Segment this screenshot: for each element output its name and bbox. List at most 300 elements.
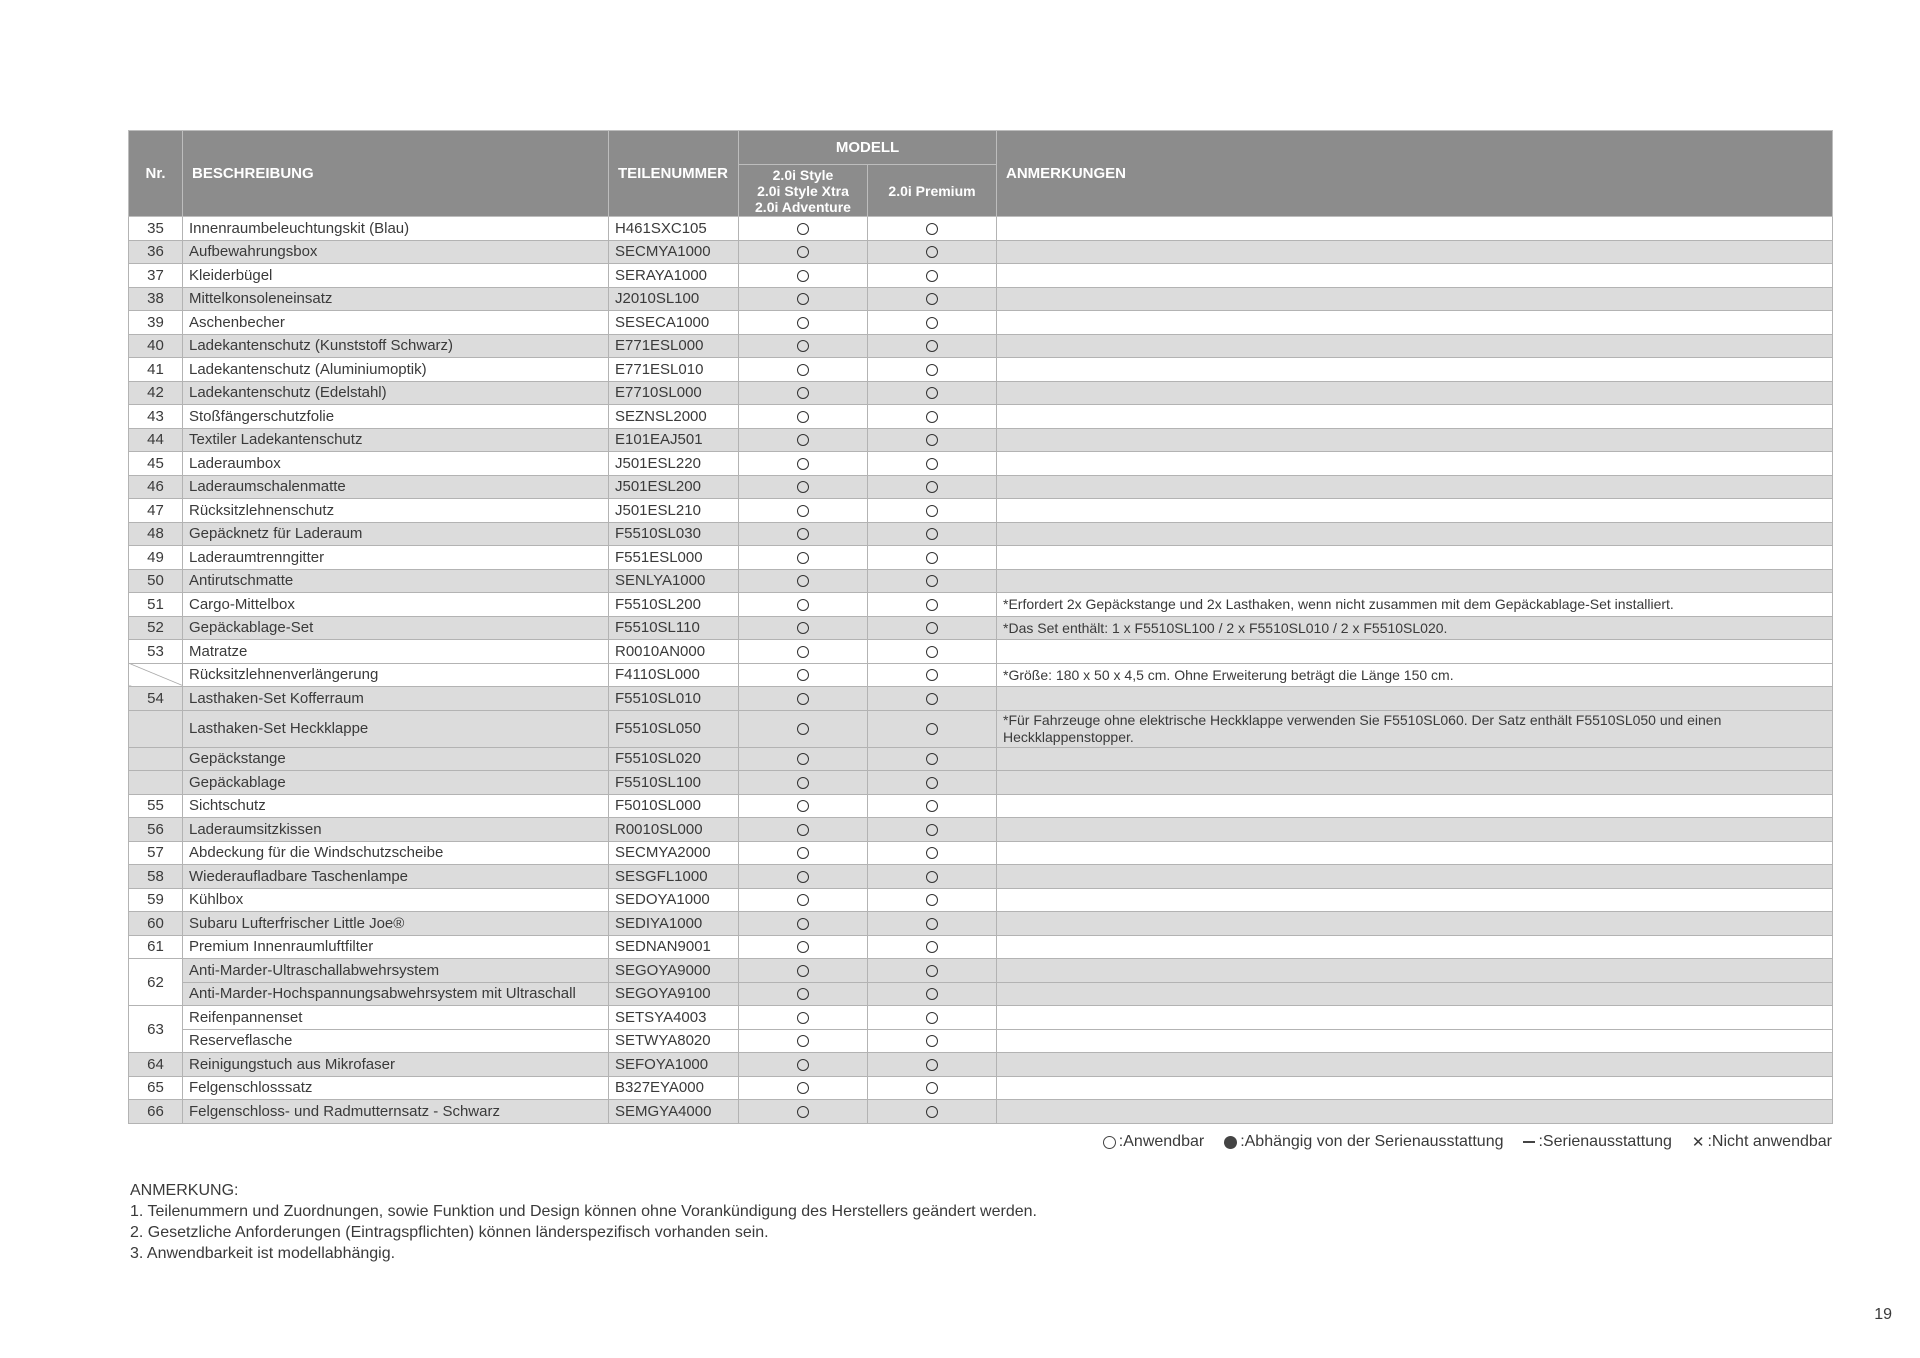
open-circle-icon	[797, 528, 809, 540]
open-circle-icon	[926, 941, 938, 953]
cell-description: Felgenschloss- und Radmutternsatz - Schwarz	[183, 1100, 609, 1124]
table-row	[129, 381, 1833, 405]
cell-model-premium	[868, 687, 997, 711]
cell-description: Felgenschlosssatz	[183, 1076, 609, 1100]
cell-partnumber: F4110SL000	[609, 663, 739, 687]
open-circle-icon	[926, 575, 938, 587]
table-row	[129, 311, 1833, 335]
cell-notes	[997, 747, 1833, 771]
header-model-style: 2.0i Style 2.0i Style Xtra 2.0i Adventure	[739, 165, 868, 217]
cell-nr: 40	[129, 334, 183, 358]
cell-partnumber: E771ESL010	[609, 358, 739, 382]
open-circle-icon	[797, 246, 809, 258]
cell-model-premium	[868, 1053, 997, 1077]
cell-model-style	[739, 217, 868, 241]
cell-description: Rücksitzlehnenverlängerung	[183, 663, 609, 687]
cell-notes	[997, 1100, 1833, 1124]
cell-description: Textiler Ladekantenschutz	[183, 428, 609, 452]
cell-description: Premium Innenraumluftfilter	[183, 935, 609, 959]
cell-notes	[997, 358, 1833, 382]
cell-nr: 65	[129, 1076, 183, 1100]
cell-partnumber: SENLYA1000	[609, 569, 739, 593]
filled-circle-icon	[1224, 1136, 1237, 1149]
open-circle-icon	[926, 988, 938, 1000]
open-circle-icon	[797, 223, 809, 235]
open-circle-icon	[797, 411, 809, 423]
open-circle-icon	[926, 646, 938, 658]
table-row	[129, 264, 1833, 288]
table-row	[129, 616, 1833, 640]
open-circle-icon	[926, 481, 938, 493]
cell-notes	[997, 475, 1833, 499]
table-row	[129, 1006, 1833, 1030]
cell-partnumber: SESGFL1000	[609, 865, 739, 889]
open-circle-icon	[797, 552, 809, 564]
legend-applicable: :Anwendbar	[1103, 1133, 1204, 1151]
cell-model-premium	[868, 794, 997, 818]
table-row	[129, 687, 1833, 711]
cell-model-premium	[868, 888, 997, 912]
cell-nr: 45	[129, 452, 183, 476]
cell-model-style	[739, 1053, 868, 1077]
cell-model-style	[739, 888, 868, 912]
accessories-table	[128, 130, 1833, 1124]
open-circle-icon	[797, 847, 809, 859]
cell-nr: 39	[129, 311, 183, 335]
cell-model-premium	[868, 663, 997, 687]
table-row	[129, 240, 1833, 264]
open-circle-icon	[926, 777, 938, 789]
cell-partnumber: SERAYA1000	[609, 264, 739, 288]
cell-model-premium	[868, 935, 997, 959]
cell-model-style	[739, 687, 868, 711]
cell-nr	[129, 663, 183, 687]
cell-partnumber: F5510SL020	[609, 747, 739, 771]
cell-nr: 52	[129, 616, 183, 640]
cell-notes	[997, 546, 1833, 570]
open-circle-icon	[797, 622, 809, 634]
open-circle-icon	[926, 364, 938, 376]
open-circle-icon	[926, 847, 938, 859]
cell-description: Laderaumschalenmatte	[183, 475, 609, 499]
open-circle-icon	[926, 505, 938, 517]
cell-model-premium	[868, 1006, 997, 1030]
cell-nr: 61	[129, 935, 183, 959]
cell-description: Ladekantenschutz (Kunststoff Schwarz)	[183, 334, 609, 358]
cell-model-style	[739, 663, 868, 687]
table-row	[129, 475, 1833, 499]
open-circle-icon	[926, 871, 938, 883]
open-circle-icon	[797, 505, 809, 517]
cell-notes	[997, 311, 1833, 335]
cell-notes: *Für Fahrzeuge ohne elektrische Heckklappe verwenden Sie F5510SL060. Der Satz enthält F5510SL050 und einen Heckklappenstopper.	[997, 710, 1833, 747]
open-circle-icon	[797, 646, 809, 658]
cell-nr: 56	[129, 818, 183, 842]
cell-model-premium	[868, 1076, 997, 1100]
table-row	[129, 217, 1833, 241]
cell-description: Gepäckablage-Set	[183, 616, 609, 640]
cell-nr: 54	[129, 687, 183, 711]
open-circle-icon	[926, 894, 938, 906]
table-row	[129, 1053, 1833, 1077]
table-row	[129, 452, 1833, 476]
cell-nr: 55	[129, 794, 183, 818]
cell-model-premium	[868, 499, 997, 523]
cell-partnumber: SEDIYA1000	[609, 912, 739, 936]
cell-model-style	[739, 546, 868, 570]
cell-description: Gepäcknetz für Laderaum	[183, 522, 609, 546]
cell-model-premium	[868, 334, 997, 358]
open-circle-icon	[926, 599, 938, 611]
open-circle-icon	[797, 1012, 809, 1024]
open-circle-icon	[797, 434, 809, 446]
cell-partnumber: SEDNAN9001	[609, 935, 739, 959]
cell-nr: 51	[129, 593, 183, 617]
cell-model-style	[739, 240, 868, 264]
cell-model-style	[739, 794, 868, 818]
open-circle-icon	[797, 1106, 809, 1118]
cell-model-style	[739, 405, 868, 429]
cell-notes	[997, 264, 1833, 288]
cell-model-style	[739, 865, 868, 889]
cell-nr: 66	[129, 1100, 183, 1124]
cell-model-premium	[868, 522, 997, 546]
cell-partnumber: SEFOYA1000	[609, 1053, 739, 1077]
cell-notes	[997, 1076, 1833, 1100]
cell-description: Reifenpannenset	[183, 1006, 609, 1030]
cell-partnumber: J2010SL100	[609, 287, 739, 311]
table-row	[129, 569, 1833, 593]
open-circle-icon	[797, 800, 809, 812]
cell-nr: 59	[129, 888, 183, 912]
open-circle-icon	[797, 988, 809, 1000]
cell-notes	[997, 687, 1833, 711]
cell-partnumber: J501ESL210	[609, 499, 739, 523]
cell-model-style	[739, 1100, 868, 1124]
dash-icon	[1523, 1141, 1535, 1143]
cell-nr: 36	[129, 240, 183, 264]
cell-notes	[997, 428, 1833, 452]
open-circle-icon	[926, 293, 938, 305]
open-circle-icon	[797, 317, 809, 329]
cell-model-premium	[868, 640, 997, 664]
cell-partnumber: H461SXC105	[609, 217, 739, 241]
open-circle-icon	[797, 458, 809, 470]
cell-model-style	[739, 593, 868, 617]
cell-description: Aufbewahrungsbox	[183, 240, 609, 264]
cell-model-style	[739, 1006, 868, 1030]
cell-notes: *Größe: 180 x 50 x 4,5 cm. Ohne Erweiterung beträgt die Länge 150 cm.	[997, 663, 1833, 687]
cell-description: Gepäckablage	[183, 771, 609, 795]
open-circle-icon	[926, 458, 938, 470]
cell-model-premium	[868, 818, 997, 842]
legend	[1103, 1133, 1832, 1151]
cell-partnumber: SESECA1000	[609, 311, 739, 335]
open-circle-icon	[926, 223, 938, 235]
cell-partnumber: SEZNSL2000	[609, 405, 739, 429]
cell-notes	[997, 959, 1833, 983]
open-circle-icon	[797, 599, 809, 611]
cell-model-style	[739, 1029, 868, 1053]
cell-model-premium	[868, 381, 997, 405]
cell-description: Kühlbox	[183, 888, 609, 912]
cell-nr: 46	[129, 475, 183, 499]
cell-partnumber: F551ESL000	[609, 546, 739, 570]
cell-nr: 49	[129, 546, 183, 570]
open-circle-icon	[926, 824, 938, 836]
cell-partnumber: SEDOYA1000	[609, 888, 739, 912]
cell-model-style	[739, 841, 868, 865]
cell-description: Reinigungstuch aus Mikrofaser	[183, 1053, 609, 1077]
header-description: BESCHREIBUNG	[183, 131, 609, 217]
open-circle-icon	[797, 669, 809, 681]
cell-notes	[997, 818, 1833, 842]
cell-notes	[997, 240, 1833, 264]
cell-notes: *Das Set enthält: 1 x F5510SL100 / 2 x F5510SL010 / 2 x F5510SL020.	[997, 616, 1833, 640]
cell-notes	[997, 640, 1833, 664]
cell-model-premium	[868, 287, 997, 311]
cell-description: Matratze	[183, 640, 609, 664]
cell-partnumber: F5510SL200	[609, 593, 739, 617]
cell-description: Lasthaken-Set Heckklappe	[183, 710, 609, 747]
cell-nr: 35	[129, 217, 183, 241]
open-circle-icon	[926, 434, 938, 446]
open-circle-icon	[926, 965, 938, 977]
cell-description: Laderaumtrenngitter	[183, 546, 609, 570]
table-row	[129, 771, 1833, 795]
cell-partnumber: R0010AN000	[609, 640, 739, 664]
page-number: 19	[1874, 1306, 1892, 1323]
legend-depends: :Abhängig von der Serienausstattung	[1224, 1133, 1503, 1151]
cell-model-style	[739, 818, 868, 842]
cell-notes	[997, 982, 1833, 1006]
cell-partnumber: F5510SL110	[609, 616, 739, 640]
cell-nr: 53	[129, 640, 183, 664]
header-model-premium: 2.0i Premium	[868, 165, 997, 217]
table-row	[129, 865, 1833, 889]
open-circle-icon	[797, 777, 809, 789]
cell-model-premium	[868, 428, 997, 452]
open-circle-icon	[926, 528, 938, 540]
table-row	[129, 358, 1833, 382]
cell-notes	[997, 1029, 1833, 1053]
cell-notes	[997, 522, 1833, 546]
open-circle-icon	[926, 693, 938, 705]
open-circle-icon	[797, 340, 809, 352]
cell-model-style	[739, 640, 868, 664]
cell-partnumber: SETSYA4003	[609, 1006, 739, 1030]
table-row	[129, 982, 1833, 1006]
table-row	[129, 405, 1833, 429]
open-circle-icon	[797, 871, 809, 883]
notes-title: ANMERKUNG:	[130, 1182, 239, 1199]
cell-notes	[997, 794, 1833, 818]
cross-icon: ✕	[1691, 1133, 1705, 1151]
open-circle-icon	[926, 918, 938, 930]
legend-standard: :Serienausstattung	[1523, 1133, 1671, 1151]
cell-model-style	[739, 1076, 868, 1100]
header-notes: ANMERKUNGEN	[997, 131, 1833, 217]
cell-description: Abdeckung für die Windschutzscheibe	[183, 841, 609, 865]
cell-partnumber: F5510SL030	[609, 522, 739, 546]
cell-model-style	[739, 334, 868, 358]
open-circle-icon	[926, 723, 938, 735]
cell-nr: 44	[129, 428, 183, 452]
cell-nr: 50	[129, 569, 183, 593]
open-circle-icon	[797, 941, 809, 953]
cell-partnumber: B327EYA000	[609, 1076, 739, 1100]
open-circle-icon	[926, 622, 938, 634]
cell-notes	[997, 841, 1833, 865]
cell-nr: 37	[129, 264, 183, 288]
cell-nr: 64	[129, 1053, 183, 1077]
open-circle-icon	[797, 1082, 809, 1094]
header-model: MODELL	[739, 131, 997, 165]
note-line: 2. Gesetzliche Anforderungen (Eintragspflichten) können länderspezifisch vorhanden sein.	[130, 1224, 769, 1241]
cell-notes	[997, 334, 1833, 358]
table-row	[129, 287, 1833, 311]
open-circle-icon	[926, 1106, 938, 1118]
cell-nr: 60	[129, 912, 183, 936]
cell-notes	[997, 771, 1833, 795]
cell-nr: 63	[129, 1006, 183, 1053]
cell-description: Ladekantenschutz (Edelstahl)	[183, 381, 609, 405]
table-row	[129, 747, 1833, 771]
cell-model-premium	[868, 405, 997, 429]
cell-partnumber: SEGOYA9100	[609, 982, 739, 1006]
cell-description: Anti-Marder-Hochspannungsabwehrsystem mit Ultraschall	[183, 982, 609, 1006]
cell-description: Wiederaufladbare Taschenlampe	[183, 865, 609, 889]
open-circle-icon	[797, 693, 809, 705]
cell-model-premium	[868, 546, 997, 570]
table-row	[129, 640, 1833, 664]
open-circle-icon	[797, 387, 809, 399]
cell-model-style	[739, 747, 868, 771]
open-circle-icon	[1103, 1136, 1116, 1149]
cell-notes	[997, 405, 1833, 429]
open-circle-icon	[926, 1035, 938, 1047]
cell-model-premium	[868, 217, 997, 241]
cell-notes	[997, 912, 1833, 936]
cell-notes	[997, 888, 1833, 912]
cell-model-style	[739, 287, 868, 311]
open-circle-icon	[926, 411, 938, 423]
cell-partnumber: J501ESL220	[609, 452, 739, 476]
cell-model-premium	[868, 452, 997, 476]
table-row	[129, 841, 1833, 865]
open-circle-icon	[926, 246, 938, 258]
header-partnumber: TEILENUMMER	[609, 131, 739, 217]
open-circle-icon	[797, 824, 809, 836]
open-circle-icon	[797, 753, 809, 765]
table-row	[129, 522, 1833, 546]
cell-description: Sichtschutz	[183, 794, 609, 818]
cell-model-premium	[868, 569, 997, 593]
open-circle-icon	[797, 918, 809, 930]
cell-model-style	[739, 935, 868, 959]
table-row	[129, 428, 1833, 452]
legend-not-applicable: ✕ :Nicht anwendbar	[1691, 1133, 1832, 1151]
table-row	[129, 1100, 1833, 1124]
table-row	[129, 593, 1833, 617]
open-circle-icon	[926, 669, 938, 681]
cell-description: Antirutschmatte	[183, 569, 609, 593]
table-row	[129, 1029, 1833, 1053]
cell-model-premium	[868, 710, 997, 747]
cell-nr: 43	[129, 405, 183, 429]
cell-model-premium	[868, 240, 997, 264]
cell-description: Stoßfängerschutzfolie	[183, 405, 609, 429]
open-circle-icon	[926, 387, 938, 399]
table-row	[129, 546, 1833, 570]
cell-partnumber: R0010SL000	[609, 818, 739, 842]
cell-model-style	[739, 569, 868, 593]
cell-model-premium	[868, 771, 997, 795]
cell-model-style	[739, 381, 868, 405]
cell-notes	[997, 217, 1833, 241]
table-row	[129, 794, 1833, 818]
cell-model-style	[739, 358, 868, 382]
cell-notes	[997, 569, 1833, 593]
cell-partnumber: F5510SL100	[609, 771, 739, 795]
cell-model-premium	[868, 311, 997, 335]
cell-description: Aschenbecher	[183, 311, 609, 335]
cell-description: Reserveflasche	[183, 1029, 609, 1053]
cell-partnumber: SEGOYA9000	[609, 959, 739, 983]
cell-model-premium	[868, 593, 997, 617]
cell-nr: 58	[129, 865, 183, 889]
cell-notes	[997, 452, 1833, 476]
cell-model-style	[739, 616, 868, 640]
cell-description: Anti-Marder-Ultraschallabwehrsystem	[183, 959, 609, 983]
cell-nr: 41	[129, 358, 183, 382]
note-line: 3. Anwendbarkeit ist modellabhängig.	[130, 1245, 396, 1262]
open-circle-icon	[926, 552, 938, 564]
open-circle-icon	[926, 1082, 938, 1094]
cell-model-style	[739, 264, 868, 288]
note-line: 1. Teilenummern und Zuordnungen, sowie Funktion und Design können ohne Vorankündigung des Herstellers geändert werden.	[130, 1203, 1037, 1220]
cell-description: Innenraumbeleuchtungskit (Blau)	[183, 217, 609, 241]
table-row	[129, 935, 1833, 959]
open-circle-icon	[926, 1059, 938, 1071]
open-circle-icon	[926, 1012, 938, 1024]
open-circle-icon	[797, 364, 809, 376]
cell-partnumber: E7710SL000	[609, 381, 739, 405]
cell-partnumber: J501ESL200	[609, 475, 739, 499]
cell-notes	[997, 1006, 1833, 1030]
cell-model-style	[739, 428, 868, 452]
cell-model-premium	[868, 841, 997, 865]
cell-partnumber: E101EAJ501	[609, 428, 739, 452]
table-row	[129, 334, 1833, 358]
cell-nr: 42	[129, 381, 183, 405]
table-row	[129, 710, 1833, 747]
cell-nr: 38	[129, 287, 183, 311]
table-row	[129, 959, 1833, 983]
cell-notes	[997, 935, 1833, 959]
open-circle-icon	[797, 965, 809, 977]
cell-description: Subaru Lufterfrischer Little Joe®	[183, 912, 609, 936]
cell-notes: *Erfordert 2x Gepäckstange und 2x Lasthaken, wenn nicht zusammen mit dem Gepäckablage-Set installiert.	[997, 593, 1833, 617]
cell-partnumber: SETWYA8020	[609, 1029, 739, 1053]
cell-description: Ladekantenschutz (Aluminiumoptik)	[183, 358, 609, 382]
open-circle-icon	[797, 293, 809, 305]
cell-nr: 62	[129, 959, 183, 1006]
cell-description: Lasthaken-Set Kofferraum	[183, 687, 609, 711]
cell-model-premium	[868, 1029, 997, 1053]
cell-model-style	[739, 710, 868, 747]
cell-model-premium	[868, 959, 997, 983]
